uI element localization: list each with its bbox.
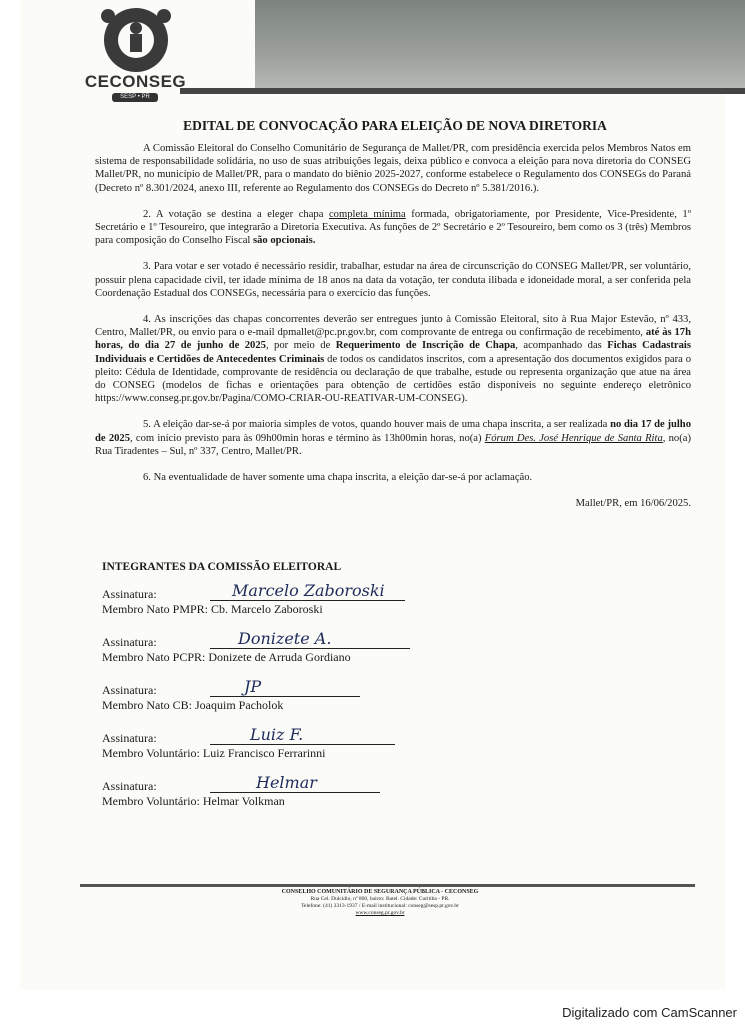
signature-label: Assinatura: xyxy=(102,731,157,745)
signature-line xyxy=(210,600,405,601)
header-banner xyxy=(255,0,745,92)
signature-line xyxy=(210,792,380,793)
signature-block xyxy=(102,677,702,731)
handwritten-signature: JP xyxy=(244,677,262,696)
member-line: Membro Nato PMPR: Cb. Marcelo Zaboroski xyxy=(102,602,323,616)
document-date: Mallet/PR, em 16/06/2025. xyxy=(575,498,691,510)
paragraph-1: A Comissão Eleitoral do Conselho Comunitário de Segurança de Mallet/PR, com presidência exercida pelos Membros Natos em sistema de responsabilidade solidária, no uso de suas atribuições legais, deixa público e convoca a eleição para nova diretoria do CONSEG Mallet/PR, no município de Mallet/PR, para o mandato do biênio 2025-2027, conforme estabelece o Regulamento dos CONSEGs do Paraná (Decreto nº 8.301/2024, anexo III, referente ao Regulamento dos CONSEGs do Decreto nº 5.381/2016.). xyxy=(95,143,691,194)
signature-line xyxy=(210,648,410,649)
member-line: Membro Nato CB: Joaquim Pacholok xyxy=(102,698,284,712)
member-name: Joaquim Pacholok xyxy=(195,698,284,712)
signature-line xyxy=(210,696,360,697)
member-line: Membro Nato PCPR: Donizete de Arruda Gordiano xyxy=(102,650,351,664)
footer-rule xyxy=(80,884,695,887)
handwritten-signature: Marcelo Zaboroski xyxy=(232,581,385,600)
committee-heading: INTEGRANTES DA COMISSÃO ELEITORAL xyxy=(102,561,342,573)
paragraph-5: 5. A eleição dar-se-á por maioria simples de votos, quando houver mais de uma chapa inscrita, a ser realizada no dia 17 de julho de 2025, com início previsto para às 09h00min horas e término às 13h00min horas, no(a) Fórum Des. José Henrique de Santa Rita, no(a) Rua Tiradentes – Sul, nº 337, Centro, Mallet/PR. xyxy=(95,419,691,457)
footer-site: www.conseg.pr.gov.br xyxy=(355,910,405,916)
footer xyxy=(240,889,520,917)
member-name: Donizete de Arruda Gordiano xyxy=(208,650,351,664)
footer-address: Rua Cel. Dulcídio, nº 800, bairro: Batel. Cidade: Curitiba - PR. xyxy=(310,896,450,902)
signature-line xyxy=(210,744,395,745)
signature-block xyxy=(102,581,702,635)
footer-org: CONSELHO COMUNITÁRIO DE SEGURANÇA PÚBLICA - CECONSEG xyxy=(281,889,479,895)
handwritten-signature: Helmar xyxy=(256,773,317,792)
member-line: Membro Voluntário: Helmar Volkman xyxy=(102,794,285,808)
handwritten-signature: Donizete A. xyxy=(238,629,332,648)
signature-block xyxy=(102,725,702,779)
electoral-committee xyxy=(102,561,702,827)
member-line: Membro Voluntário: Luiz Francisco Ferrarinni xyxy=(102,746,326,760)
paragraph-2: 2. A votação se destina a eleger chapa completa mínima formada, obrigatoriamente, por Presidente, Vice-Presidente, 1º Secretário e 1º Tesoureiro, que integrarão a Diretoria Executiva. As funções de 2º Secretário e 2º Tesoureiro, bem como os 3 (três) Membros para composição do Conselho Fiscal são opcionais. xyxy=(95,208,692,247)
document-body xyxy=(95,142,691,523)
logo-text: CECONSEG xyxy=(84,72,187,91)
paragraph-3: 3. Para votar e ser votado é necessário residir, trabalhar, estudar na área de circunscrição do CONSEG Mallet/PR, ser voluntário, possuir plena capacidade civil, ter idade mínima de 18 anos na data da votação, ter conduta ilibada e idoneidade moral, a ser conferida pela Coordenação Estadual dos CONSEGs, necessária para o exercício das funções. xyxy=(95,261,691,299)
signature-label: Assinatura: xyxy=(102,683,157,697)
camscanner-watermark: Digitalizado com CamScanner xyxy=(562,1005,737,1020)
logo-subtitle: SESP • PR xyxy=(112,93,158,102)
member-name: Luiz Francisco Ferrarinni xyxy=(202,746,326,760)
footer-contact: Telefone: (41) 3313-1937 / E-mail institucional: conseg@sesp.pr.gov.br xyxy=(301,903,459,909)
signature-block xyxy=(102,773,702,827)
paragraph-4: 4. As inscrições das chapas concorrentes deverão ser entregues junto à Comissão Eleitoral, sito à Rua Major Estevão, nº 433, Centro, Mallet/PR, ou envio para o e-mail dpmallet@pc.pr.gov.br, com comprovante de entrega ou confirmação de recebimento, até às 17h horas, do dia 27 de junho de 2025, por meio de Requerimento de Inscrição de Chapa, acompanhado das Fichas Cadastrais Individuais e Certidões de Antecedentes Criminais de todos os candidatos inscritos, com a apresentação dos documentos exigidos para o pleito: Cédula de Identidade, comprovante de residência ou declaração de que trabalhe, estude ou representa organização que atue na área do CONSEG (modelos de fichas e orientações para obtenção de certidões estão disponíveis no seguinte endereço eletrônico https://www.conseg.pr.gov.br/Pagina/COMO-CRIAR-OU-REATIVAR-UM-CONSEG). xyxy=(95,314,691,405)
paragraph-6: 6. Na eventualidade de haver somente uma chapa inscrita, a eleição dar-se-á por aclamação. xyxy=(143,472,533,484)
header-rule xyxy=(180,88,745,94)
member-name: Helmar Volkman xyxy=(202,794,285,808)
document-title: EDITAL DE CONVOCAÇÃO PARA ELEIÇÃO DE NOVA DIRETORIA xyxy=(183,118,607,133)
signature-label: Assinatura: xyxy=(102,635,157,649)
signature-label: Assinatura: xyxy=(102,587,157,601)
signature-block xyxy=(102,629,702,683)
member-name: Cb. Marcelo Zaboroski xyxy=(211,602,323,616)
handwritten-signature: Luiz F. xyxy=(250,725,304,744)
signature-label: Assinatura: xyxy=(102,779,157,793)
